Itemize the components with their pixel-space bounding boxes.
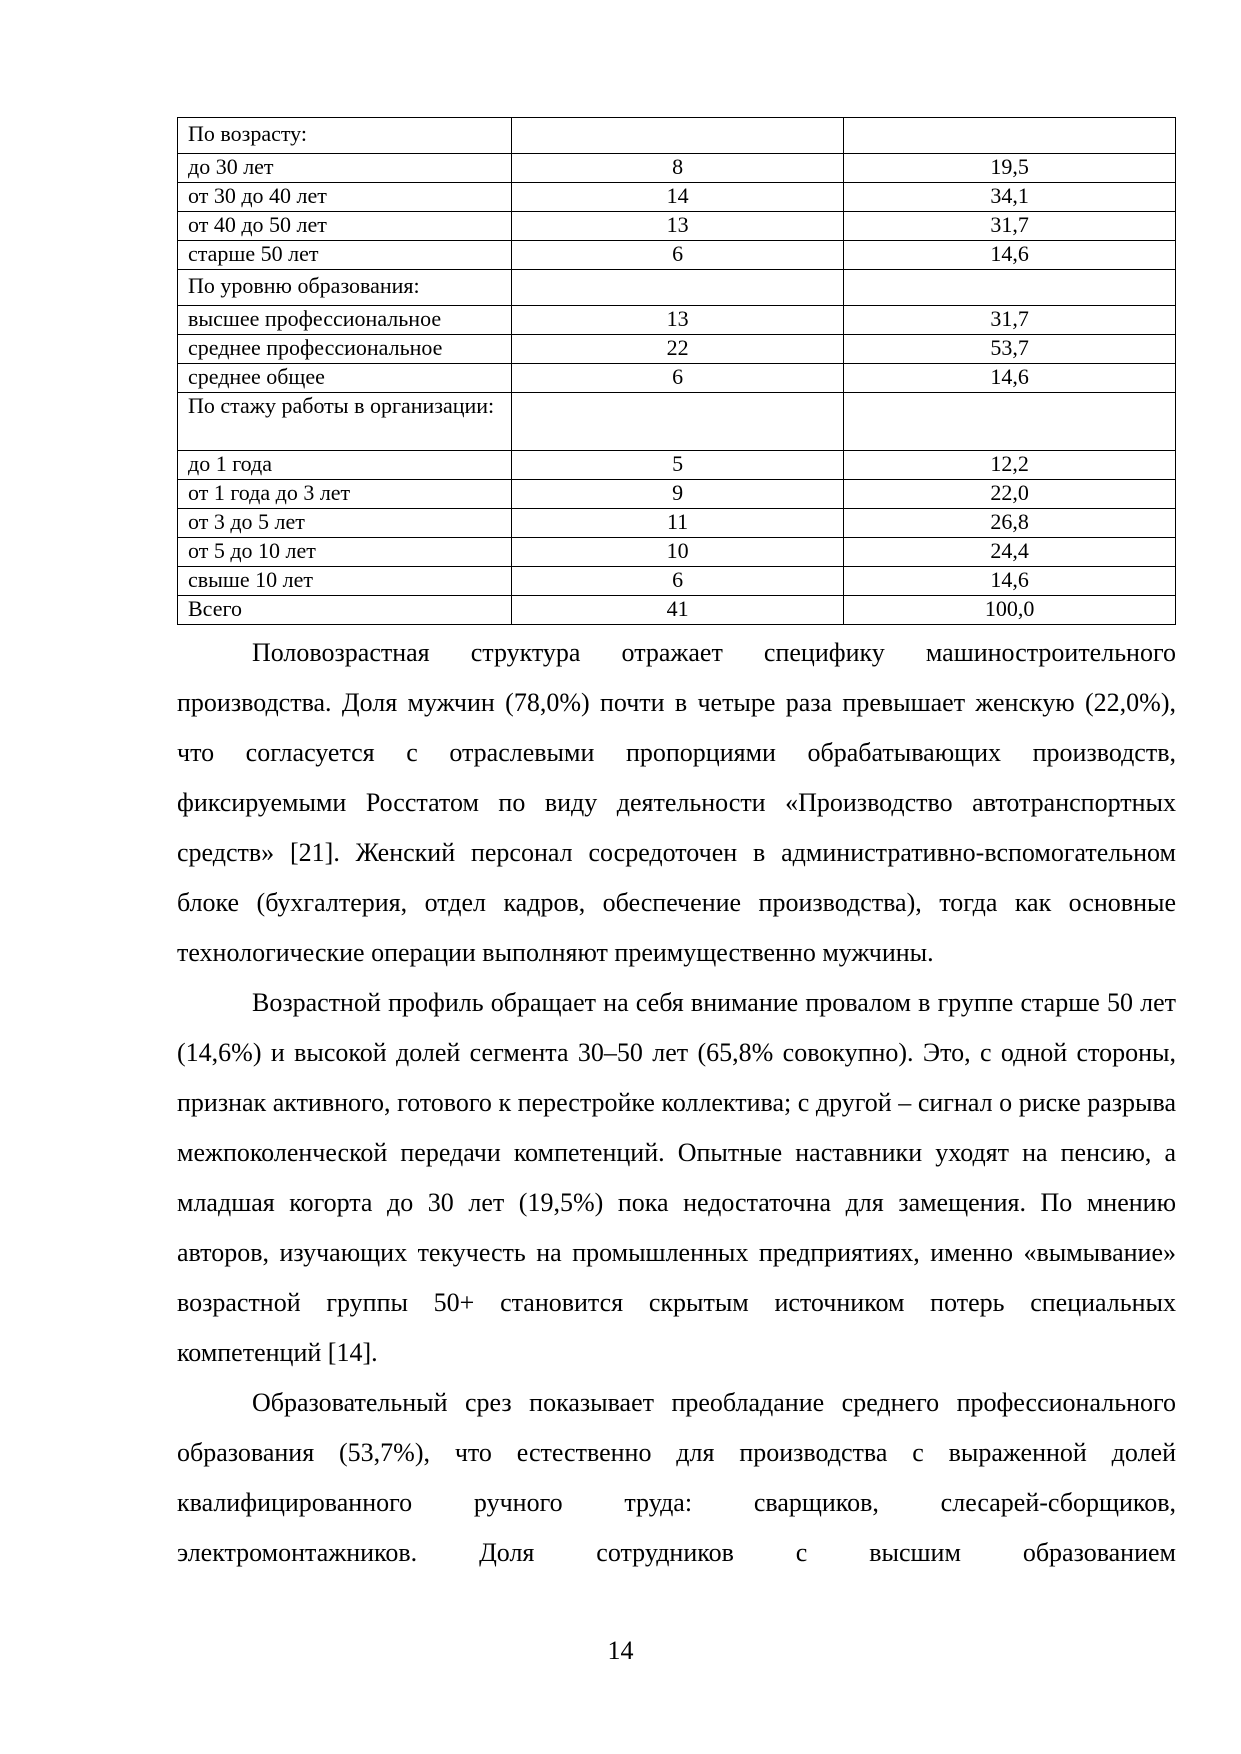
table-cell-label: среднее профессиональное: [178, 335, 512, 364]
table-cell-count: 6: [511, 567, 844, 596]
table-row: [178, 154, 1176, 183]
table-row: [178, 480, 1176, 509]
table-cell-percent: 12,2: [844, 451, 1176, 480]
table-cell-count: [511, 393, 844, 451]
table-cell-label: старше 50 лет: [178, 241, 512, 270]
table-cell-percent: 24,4: [844, 538, 1176, 567]
paragraph: Половозрастная структура отражает специфику машиностроительного производства. Доля мужчин (78,0%) почти в четыре раза превышает женскую (22,0%), что согласуется с отраслевыми пропорциями обрабатывающих производств, фиксируемыми Росстатом по виду деятельности «Производство автотранспортных средств» [21]. Женский персонал сосредоточен в административно-вспомогательном блоке (бухгалтерия, отдел кадров, обеспечение производства), тогда как основные технологические операции выполняют преимущественно мужчины.: [177, 638, 1176, 967]
table-row-total: [178, 596, 1176, 625]
table-cell-percent: 22,0: [844, 480, 1176, 509]
table-cell-percent: 14,6: [844, 567, 1176, 596]
table-cell-label: По стажу работы в организации:: [178, 393, 512, 451]
table-cell-count: 5: [511, 451, 844, 480]
table-row: [178, 183, 1176, 212]
table-cell-percent: 31,7: [844, 212, 1176, 241]
table-cell-percent: 53,7: [844, 335, 1176, 364]
table-cell-percent: 26,8: [844, 509, 1176, 538]
table-row: [178, 509, 1176, 538]
table-cell-count: [511, 270, 844, 306]
table-cell-percent: 34,1: [844, 183, 1176, 212]
table-row: [178, 335, 1176, 364]
table-row: [178, 306, 1176, 335]
table-cell-label: от 5 до 10 лет: [178, 538, 512, 567]
table-row: [178, 212, 1176, 241]
table-cell-label: до 30 лет: [178, 154, 512, 183]
table-cell-percent: [844, 270, 1176, 306]
paragraph: Возрастной профиль обращает на себя внимание провалом в группе старше 50 лет (14,6%) и высокой долей сегмента 30–50 лет (65,8% совокупно). Это, с одной стороны, признак активного, готового к перестройке коллектива; с другой – сигнал о риске разрыва межпоколенческой передачи компетенций. Опытные наставники уходят на пенсию, а младшая когорта до 30 лет (19,5%) пока недостаточна для замещения. По мнению авторов, изучающих текучесть на промышленных предприятиях, именно «вымывание» возрастной группы 50+ становится скрытым источником потерь специальных компетенций [14].: [177, 988, 1176, 1367]
table-cell-count: 14: [511, 183, 844, 212]
table-cell-label: Всего: [178, 596, 512, 625]
table-cell-label: среднее общее: [178, 364, 512, 393]
page-number: 14: [607, 1636, 634, 1665]
table-cell-count: 41: [511, 596, 844, 625]
table-cell-label: от 3 до 5 лет: [178, 509, 512, 538]
table-cell-percent: 31,7: [844, 306, 1176, 335]
table-cell-percent: [844, 118, 1176, 154]
table-cell-count: 8: [511, 154, 844, 183]
table-cell-percent: 14,6: [844, 364, 1176, 393]
table-row: [178, 241, 1176, 270]
table-cell-percent: 19,5: [844, 154, 1176, 183]
table-cell-label: высшее профессиональное: [178, 306, 512, 335]
paragraph: Образовательный срез показывает преобладание среднего профессионального образования (53,7%), что естественно для производства с выраженной долей квалифицированного ручного труда: сварщиков, слесарей-сборщиков, электромонтажников. Доля сотрудников с высшим образованием: [177, 1388, 1176, 1567]
table-cell-label: свыше 10 лет: [178, 567, 512, 596]
table-cell-count: [511, 118, 844, 154]
body-text: [177, 628, 1176, 1578]
table-cell-percent: 100,0: [844, 596, 1176, 625]
table-cell-label: По уровню образования:: [178, 270, 512, 306]
table-row: [178, 364, 1176, 393]
table-cell-label: до 1 года: [178, 451, 512, 480]
table-cell-label: от 40 до 50 лет: [178, 212, 512, 241]
table-cell-count: 9: [511, 480, 844, 509]
table-cell-percent: [844, 393, 1176, 451]
table-cell-percent: 14,6: [844, 241, 1176, 270]
table-cell-label: от 30 до 40 лет: [178, 183, 512, 212]
table-cell-label: По возрасту:: [178, 118, 512, 154]
table-row: [178, 451, 1176, 480]
table-cell-label: от 1 года до 3 лет: [178, 480, 512, 509]
staff-structure-table: [177, 117, 1176, 625]
table-row: [178, 393, 1176, 451]
table-row: [178, 270, 1176, 306]
table-row: [178, 538, 1176, 567]
table-cell-count: 6: [511, 241, 844, 270]
table-cell-count: 22: [511, 335, 844, 364]
table-cell-count: 10: [511, 538, 844, 567]
table-cell-count: 13: [511, 306, 844, 335]
table-row: [178, 567, 1176, 596]
table-cell-count: 11: [511, 509, 844, 538]
table-row: [178, 118, 1176, 154]
table-cell-count: 6: [511, 364, 844, 393]
table-cell-count: 13: [511, 212, 844, 241]
